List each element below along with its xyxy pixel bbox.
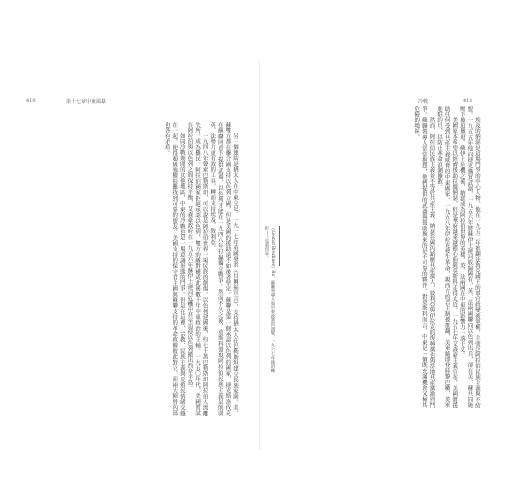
paragraph: 埃及的納瑟是這場鬥爭的中心人物。他在一九五二年推翻法魯克國王的軍官政變後掌權，主張泛阿拉伯民族主義與不結盟。一九五五年他向捷克購買武器，一九五六年將蘇伊士運河收歸國有，英、法兩國聯同以色列出兵，卻在美、蘇共同施壓下被迫撤退。蘇伊士危機之後，納瑟成為阿拉伯世界的英雄，英、法兩國在中東的影響力一落千丈。 [458,106,480,408]
chapter-label: 第十七章 [66,99,87,105]
paragraph: 美國原本希望以經濟援助拉攏納瑟，但是華府越來越擔心他與莫斯科走得太近。一九五七年艾森豪主義宣布，美國將援助任何受到共產主義威脅的中東國家。一九五八年伊拉克發生革命，親西方的君主制被推翻，美軍隨即登陸黎巴嫩，英軍進駐約旦，以防止革命浪潮擴散。 [436,106,458,408]
paragraph: 一九四八年聲索巴勒斯坦，可以說是阿拉伯世界一場民族的創傷。以色列建國後，約七十萬巴勒斯坦阿拉伯人流離失所，成為難民。阿拉伯國家拒絕承認以色列，雙方的敵對構成此後數十年中東政治的主軸。一九五〇年代，美國嘗試在阿拉伯與以色列之間保持平衡，艾森豪政府在一九五六年蘇伊士運河危機中甚至迫使以色列撤出西奈半島。 [186,122,208,416]
left-body-text [24,122,238,416]
page-number: 411 [463,98,473,104]
running-title: 中東風暴 [86,99,107,105]
paragraph: 另一個連結是猶太人在中東立足。一九一七年英國發表《貝爾福宣言》，支持猶太人在巴勒斯坦建立民族家園。美、蘇雙方都在聯合國支持以色列立國，但是美國的援助遠不如後者堅定。蘇聯是第一個承認以色列的國家，捷克斯洛伐克在蘇聯同意下提供武器，以色列才能在一九四八年打贏獨立戰爭。然而不久之後，莫斯科發現阿拉伯民族主義是削弱英、法勢力更有效的工具，轉而支持埃及、敘利亞。 [209,122,238,416]
paragraph: 然而，阿拉伯民族主義並不等於共產主義。納瑟在國內鎮壓共產黨人，敘利亞與伊拉克的復興黨也與當地共產黨激烈鬥爭。蘇聯領導人常常抱怨，他們提供的武器與援助換來的是不可靠的夥伴。對莫斯科而言，中東是一個既充滿機會又極其危險的地區。 [413,106,435,408]
footnote: 《Leonid Brezhnev》Ra，蘇聯領導人與中東政策的演變，一九六七年後的轉折——見第四章。 [265,226,276,373]
page-number: 410 [26,98,36,104]
right-body-text [272,106,480,408]
footnote-rule [279,226,280,266]
running-title: 冷戰 [418,99,429,105]
paragraph: 如同冷戰期間的其他地區，中東的冷戰也是一場意識形態的鬥爭。但是在這裡，宗教、民族主義與反殖民情緒交織在一起，使得超級強權很難找到可靠的盟友。美國支持的保守君主國與蘇聯支持的革命政權彼此對立，而兩大陣營內部也各有矛盾。 [163,122,185,416]
